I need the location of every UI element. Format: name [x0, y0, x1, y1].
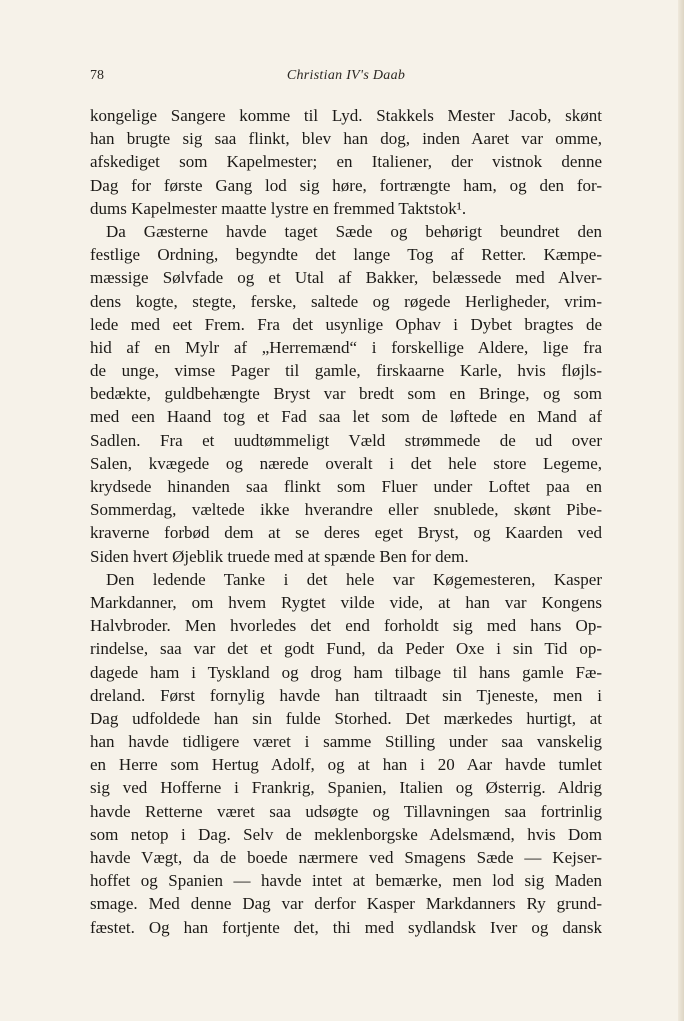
text-line: Markdanner, om hvem Rygtet vilde vide, at han var Kongens — [90, 592, 602, 612]
running-title: Christian IV's Daab — [286, 68, 406, 83]
text-line: med een Haand tog et Fad saa let som de løftede en Mand af — [90, 407, 602, 427]
text-line: Salen, kvægede og nærede overalt i det hele store Legeme, — [90, 453, 602, 473]
page-header — [90, 68, 602, 90]
text-line: hoffet og Spanien — havde intet at bemærke, men lod sig Maden — [90, 871, 602, 891]
page-number: 78 — [90, 68, 104, 83]
text-line: fæstet. Og han fortjente det, thi med sydlandsk Iver og dansk — [90, 917, 602, 937]
text-line: rindelse, saa var det et godt Fund, da Peder Oxe i sin Tid op- — [90, 639, 602, 659]
text-line: dens kogte, stegte, ferske, saltede og røgede Herligheder, vrim- — [90, 291, 602, 311]
body-text — [90, 104, 602, 939]
text-line: havde Retterne været saa udsøgte og Tillavningen saa fortrinlig — [90, 801, 602, 821]
text-line: havde Vægt, da de boede nærmere ved Smagens Sæde — Kejser- — [90, 848, 602, 867]
text-line: Da Gæsterne havde taget Sæde og behørigt beundret den — [106, 221, 602, 241]
text-line: smage. Med denne Dag var derfor Kasper Markdanners Ry grund- — [90, 894, 602, 914]
text-line: krydsede hinanden saa flinkt som Fluer under Loftet paa en — [90, 477, 602, 496]
text-line: kraverne forbød dem at se deres eget Bryst, og Kaarden ved — [90, 523, 602, 543]
text-line: dums Kapelmester maatte lystre en fremmed Taktstok¹. — [90, 198, 467, 218]
text-line: Halvbroder. Men hvorledes det end forholdt sig med hans Op- — [90, 616, 602, 636]
text-line: afskediget som Kapelmester; en Italiener, der vistnok denne — [90, 152, 602, 172]
text-line: dagede ham i Tyskland og drog ham tilbage til hans gamle Fæ- — [90, 662, 602, 682]
page-edge-shadow — [678, 0, 684, 1021]
text-line: han havde tidligere været i samme Stilling under saa vanskelig — [90, 732, 602, 752]
text-line: Den ledende Tanke i det hele var Køgemesteren, Kasper — [106, 569, 602, 589]
text-line: en Herre som Hertug Adolf, og at han i 20 Aar havde tumlet — [90, 755, 602, 775]
text-line: mæssige Sølvfade og et Utal af Bakker, belæssede med Alver- — [90, 268, 602, 288]
text-line: han brugte sig saa flinkt, blev han dog, inden Aaret var omme, — [90, 129, 602, 149]
text-line: Dag udfoldede han sin fulde Storhed. Det mærkedes hurtigt, at — [90, 708, 602, 728]
text-line: Dag for første Gang lod sig høre, fortrængte ham, og den for- — [90, 175, 602, 195]
text-line: Siden hvert Øjeblik truede med at spænde Ben for dem. — [90, 546, 469, 566]
text-line: som netop i Dag. Selv de meklenborgske Adelsmænd, hvis Dom — [90, 824, 602, 844]
text-line: lede med eet Frem. Fra det usynlige Ophav i Dybet bragtes de — [90, 314, 602, 334]
text-line: kongelige Sangere komme til Lyd. Stakkels Mester Jacob, skønt — [90, 106, 602, 125]
text-line: Sadlen. Fra et uudtømmeligt Væld strømmede de ud over — [90, 430, 602, 450]
text-line: festlige Ordning, begyndte det lange Tog af Retter. Kæmpe- — [90, 245, 602, 265]
text-line: hid af en Mylr af „Herremænd“ i forskellige Aldere, lige fra — [90, 337, 602, 357]
text-line: sig ved Hofferne i Frankrig, Spanien, Italien og Østerrig. Aldrig — [90, 778, 602, 798]
text-line: dreland. Først fornylig havde han tiltraadt sin Tjeneste, men i — [90, 685, 602, 705]
text-line: Sommerdag, væltede ikke hverandre eller snublede, skønt Pibe- — [90, 500, 602, 520]
text-line: bedækte, guldbehængte Bryst var bredt som en Bringe, og som — [90, 384, 602, 404]
text-line: de unge, vimse Pager til gamle, firskaarne Karle, hvis fløjls- — [90, 361, 602, 381]
